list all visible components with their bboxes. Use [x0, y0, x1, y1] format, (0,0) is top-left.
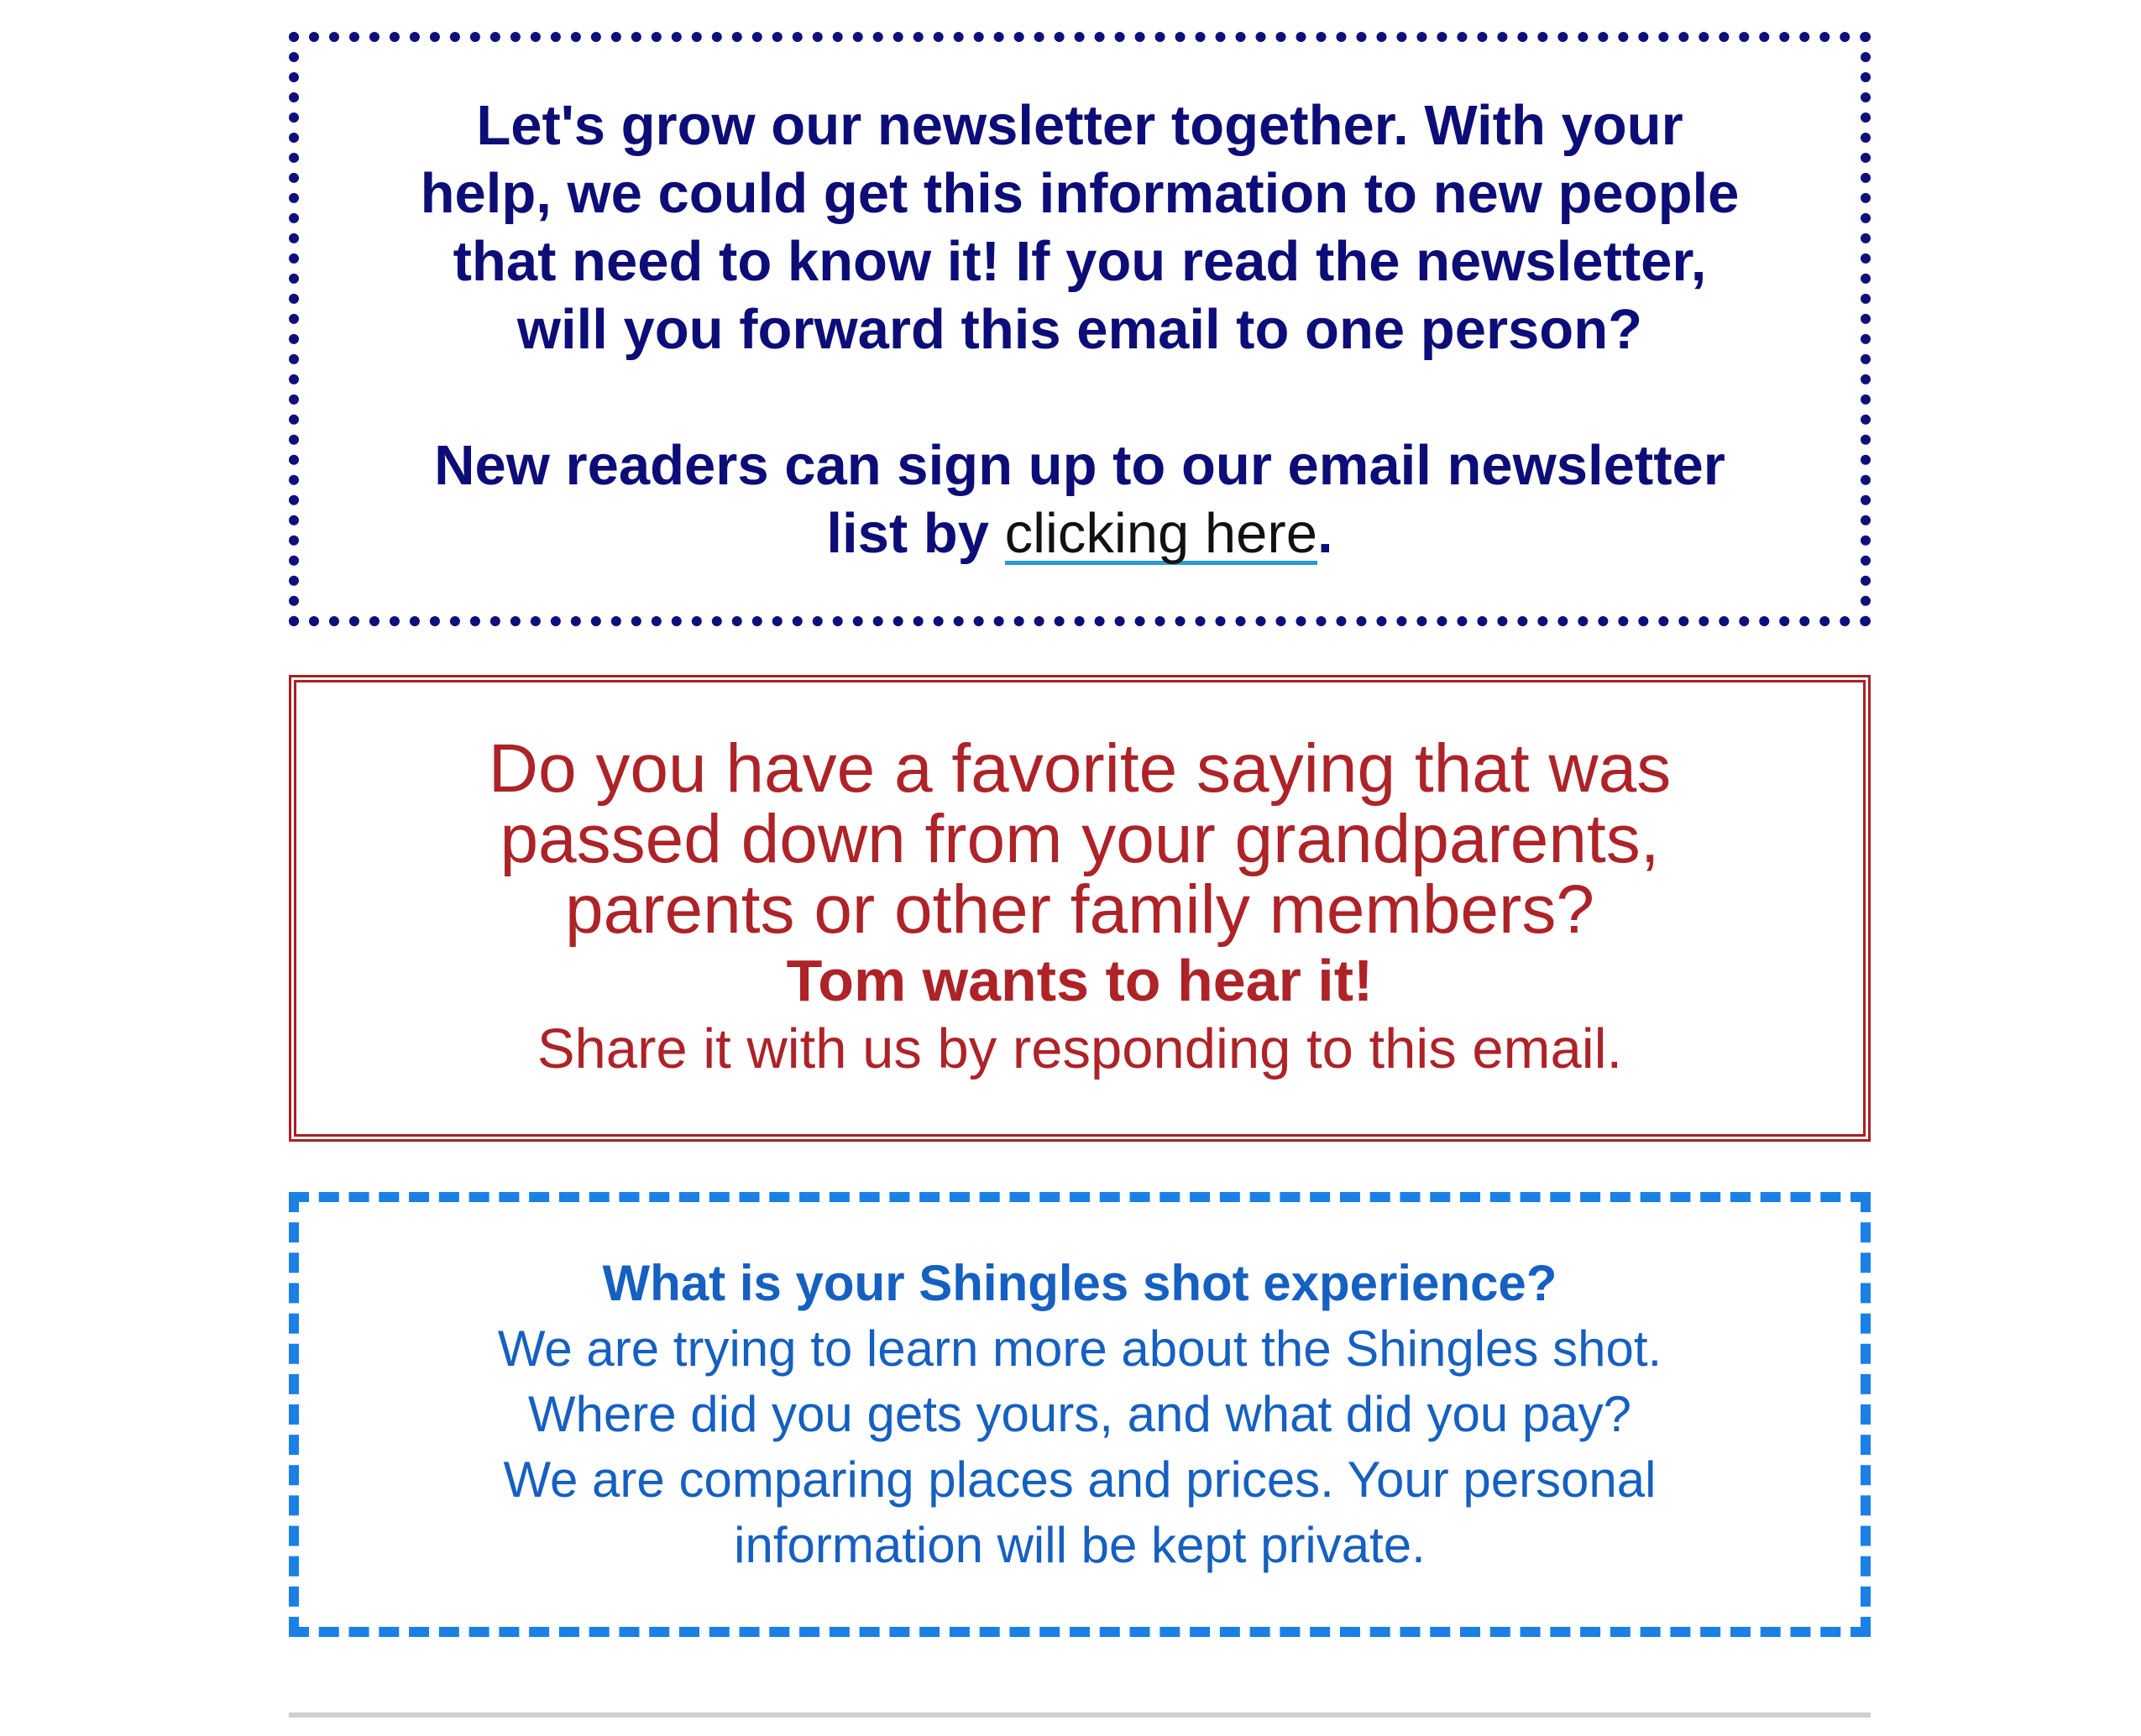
saying-emphasis: Tom wants to hear it! [786, 948, 1374, 1013]
saying-line: parents or other family members? [565, 871, 1594, 948]
saying-line: Do you have a favorite saying that was [488, 730, 1672, 807]
newsletter-line: that need to know it! If you read the newsletter, [453, 229, 1707, 293]
signup-line: New readers can sign up to our email newsletter [434, 433, 1725, 497]
newsletter-callout-box [289, 32, 1871, 626]
saying-share-instruction: Share it with us by responding to this email. [537, 1017, 1623, 1080]
signup-paragraph [434, 431, 1725, 567]
signup-link[interactable]: clicking here [1004, 501, 1317, 565]
signup-suffix: . [1317, 501, 1333, 565]
shingles-line: We are comparing places and prices. Your personal [503, 1451, 1657, 1508]
section-divider [289, 1712, 1871, 1718]
shingles-callout-box [289, 1192, 1871, 1637]
shingles-line: Where did you gets yours, and what did you pay? [527, 1386, 1632, 1442]
shingles-body [498, 1316, 1662, 1578]
shingles-line: We are trying to learn more about the Shingles shot. [497, 1320, 1662, 1377]
saying-line: passed down from your grandparents, [500, 801, 1660, 877]
newsletter-line: help, we could get this information to new people [420, 161, 1740, 225]
shingles-title: What is your Shingles shot experience? [602, 1255, 1557, 1311]
newsletter-line: will you forward this email to one person? [516, 297, 1643, 361]
newsletter-paragraph [421, 92, 1740, 363]
favorite-saying-callout-box [289, 675, 1871, 1142]
saying-question [488, 730, 1672, 948]
newsletter-line: Let's grow our newsletter together. With your [476, 93, 1683, 157]
shingles-line: information will be kept private. [734, 1517, 1426, 1573]
signup-prefix: list by [826, 501, 1005, 565]
